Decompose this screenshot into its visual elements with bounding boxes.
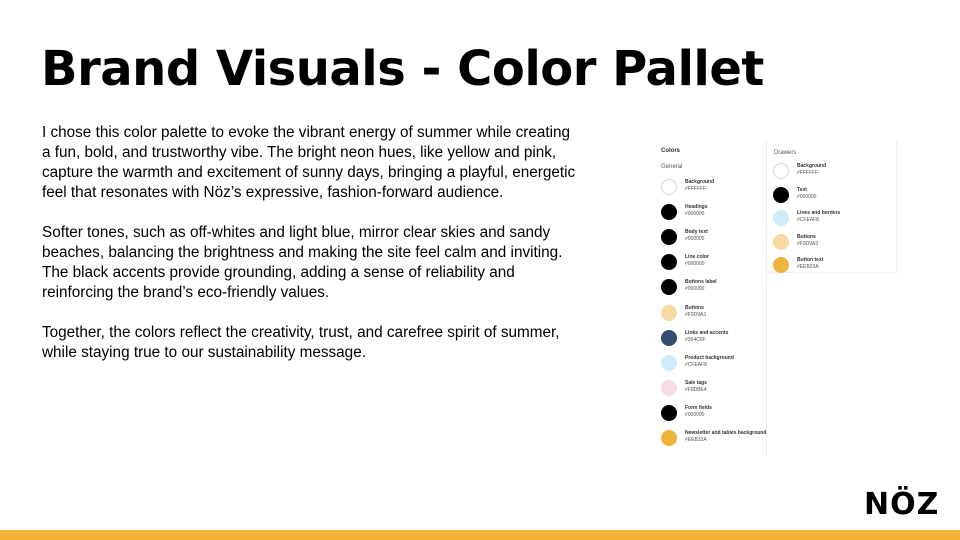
swatch-hex: #000000 — [685, 261, 705, 268]
color-swatch — [661, 254, 677, 270]
swatch-name: Text — [797, 186, 807, 193]
color-swatch — [773, 257, 789, 273]
swatch-name: Links and accents — [685, 329, 729, 336]
swatch-hex: #CFEAF8 — [797, 217, 819, 223]
general-swatch-row — [661, 354, 821, 374]
swatch-name: Background — [797, 163, 827, 169]
color-swatch — [661, 355, 677, 371]
swatch-name: Buttons label — [685, 279, 717, 286]
swatch-hex: #EEB33A — [797, 264, 819, 270]
general-swatch-row — [661, 404, 821, 424]
swatch-name: Buttons — [685, 304, 704, 311]
paragraph-together: Together, the colors reflect the creativity, trust, and carefree spirit of summer, while staying true to our sustainability message. — [42, 324, 560, 361]
drawers-swatch-row — [773, 233, 898, 253]
color-swatch — [773, 210, 789, 226]
swatch-hex: #000000 — [685, 411, 705, 418]
color-swatch — [661, 279, 677, 295]
swatch-name: Line color — [685, 254, 709, 261]
swatch-name: Sale tags — [685, 379, 707, 386]
color-swatch — [773, 234, 789, 250]
color-swatch — [661, 380, 677, 396]
swatch-name: Button text — [797, 257, 824, 263]
swatch-name: Headings — [685, 204, 708, 211]
palette-general-column — [654, 140, 767, 456]
swatch-name: Body text — [685, 229, 708, 236]
body-text — [42, 123, 582, 383]
accent-bar — [0, 530, 960, 540]
swatch-hex: #354C6F — [685, 336, 706, 343]
color-swatch — [661, 179, 677, 195]
color-swatch — [773, 163, 789, 179]
color-swatch — [661, 204, 677, 220]
swatch-hex: #F8DBE4 — [685, 386, 707, 393]
slide-title: Brand Visuals - Color Pallet — [41, 41, 764, 97]
swatch-hex: #EEB33A — [685, 437, 707, 443]
noz-logo: NÖZ — [864, 487, 940, 522]
general-swatch-row — [661, 304, 821, 324]
swatch-name: Buttons — [797, 233, 816, 240]
general-swatch-row — [661, 278, 821, 298]
swatch-hex: #000000 — [685, 236, 705, 243]
palette-drawers-label: Drawers — [774, 150, 797, 156]
general-swatch-row — [661, 379, 821, 399]
swatch-hex: #CFEAF8 — [685, 361, 707, 368]
drawers-swatch-row — [773, 256, 898, 276]
swatch-hex: #000000 — [685, 211, 705, 218]
swatch-name: Lines and borders — [797, 210, 841, 216]
color-swatch — [661, 405, 677, 421]
swatch-hex: #000000 — [797, 193, 817, 200]
swatch-hex: #FFFFFF — [685, 186, 707, 192]
swatch-name: Newsletter and tables background — [685, 430, 767, 436]
general-swatch-row — [661, 329, 821, 349]
swatch-name: Product background — [685, 354, 734, 361]
drawers-swatch-row — [773, 186, 898, 206]
swatch-name: Form fields — [685, 404, 712, 411]
swatch-name: Background — [685, 179, 715, 185]
palette-general-label: General — [661, 164, 683, 170]
swatch-hex: #FFFFFF — [797, 170, 819, 176]
drawers-swatch-row — [773, 162, 898, 182]
swatch-hex: #000000 — [685, 286, 705, 293]
color-swatch — [661, 330, 677, 346]
swatch-hex: #F9D9A3 — [797, 240, 819, 247]
paragraph-summer-energy: I chose this color palette to evoke the vibrant energy of summer while creating a fun, bold, and trustworthy vibe. The bright neon hues, like yellow and pink, capture the warmth and excitement of sunny days, bringing a playful, energetic feel that resonates with Nöz’s expressive, fashion-forward audience. — [42, 124, 576, 201]
swatch-hex: #F9D9A3 — [685, 311, 707, 318]
color-swatch — [773, 187, 789, 203]
drawers-swatch-row — [773, 209, 898, 229]
color-swatch — [661, 229, 677, 245]
palette-drawers-column — [766, 140, 897, 273]
paragraph-softer-tones: Softer tones, such as off-whites and light blue, mirror clear skies and sandy beaches, balancing the brightness and making the site feel calm and inviting. The black accents provide grounding, adding a sense of reliability and reinforcing the brand’s eco-friendly values. — [42, 224, 563, 301]
color-palette-image — [654, 140, 896, 456]
color-swatch — [661, 305, 677, 321]
color-swatch — [661, 430, 677, 446]
palette-heading: Colors — [661, 148, 681, 154]
general-swatch-row — [661, 429, 821, 449]
